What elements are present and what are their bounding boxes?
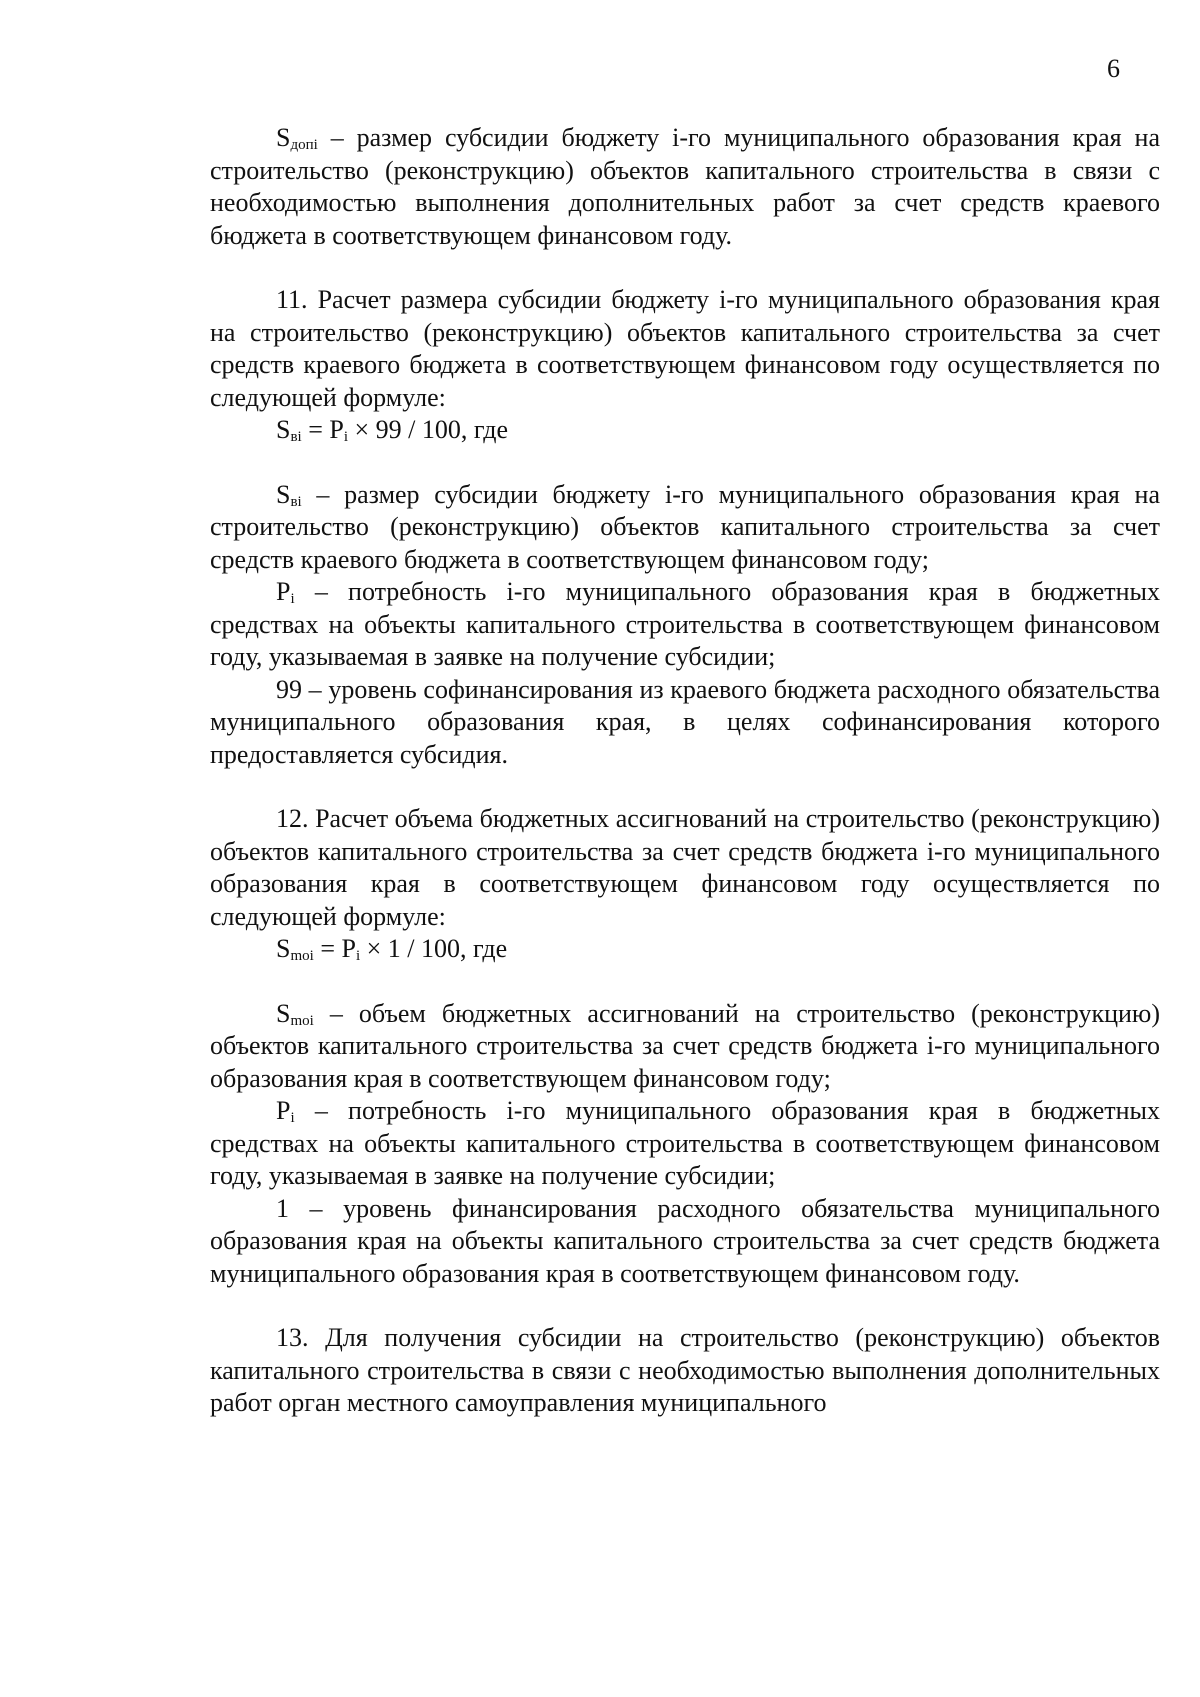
term-definition — [210, 479, 1160, 577]
term-subscript: вi — [290, 493, 302, 510]
paragraph — [210, 1193, 1160, 1291]
formula-operand-subscript: i — [355, 948, 361, 964]
term-text: – потребность i-го муниципального образования края в бюджетных средствах на объекты капитального строительства в соответствующем финансовом году, указываемая в заявке на получение субсидии; — [210, 577, 1160, 671]
term-definition — [210, 998, 1160, 1096]
term-symbol: P — [276, 1096, 291, 1125]
paragraph — [210, 803, 1160, 933]
formula — [210, 414, 1160, 447]
formula-operand: = P — [313, 934, 356, 963]
term-symbol: P — [276, 577, 291, 606]
term-definition — [210, 576, 1160, 674]
term-text: – размер субсидии бюджету i-го муниципального образования края на строительство (реконструкцию) объектов капитального строительства в связи с необходимостью выполнения дополнительных работ за счет средств краевого бюджета в соответствующем финансовом году. — [210, 123, 1160, 250]
paragraph-text: 12. Расчет объема бюджетных ассигнований на строительство (реконструкцию) объектов капитального строительства за счет средств бюджета i-го муниципального образования края в соответствующем финансовом году осуществляется по следующей формуле: — [210, 804, 1160, 931]
formula — [210, 933, 1160, 966]
paragraph — [210, 284, 1160, 414]
term-text: – потребность i-го муниципального образования края в бюджетных средствах на объекты капитального строительства в соответствующем финансовом году, указываемая в заявке на получение субсидии; — [210, 1096, 1160, 1190]
paragraph — [210, 1322, 1160, 1420]
term-text: – объем бюджетных ассигнований на строительство (реконструкцию) объектов капитального строительства за счет средств бюджета i-го муниципального образования края в соответствующем финансовом году; — [210, 998, 1160, 1093]
paragraph — [210, 674, 1160, 772]
term-subscript: i — [290, 1110, 295, 1126]
term-symbol: S — [276, 479, 291, 509]
formula-operand-subscript: i — [343, 429, 349, 445]
formula-tail: × 1 / 100, где — [360, 934, 508, 963]
term-definition — [210, 1095, 1160, 1193]
page-number: 6 — [1107, 54, 1120, 83]
formula-subscript: moi — [290, 948, 314, 964]
term-text: – размер субсидии бюджету i-го муниципального образования края на строительство (реконструкцию) объектов капитального строительства за счет средств краевого бюджета в соответствующем финансовом году; — [210, 479, 1160, 574]
term-subscript: moi — [290, 1012, 314, 1029]
document-body — [210, 122, 1160, 1420]
term-subscript: i — [290, 591, 295, 607]
term-definition — [210, 122, 1160, 252]
term-symbol: S — [276, 123, 291, 152]
formula-subscript: вi — [290, 429, 302, 445]
paragraph-text: 13. Для получения субсидии на строительство (реконструкцию) объектов капитального строительства в связи с необходимостью выполнения дополнительных работ орган местного самоуправления муниципального — [210, 1323, 1160, 1417]
paragraph-text: 11. Расчет размера субсидии бюджету i-го муниципального образования края на строительство (реконструкцию) объектов капитального строительства за счет средств краевого бюджета в соответствующем финансовом году осуществляется по следующей формуле: — [210, 285, 1160, 412]
term-symbol: S — [276, 998, 291, 1028]
formula-symbol: S — [276, 415, 291, 444]
paragraph-text: 1 – уровень финансирования расходного обязательства муниципального образования края на объекты капитального строительства за счет средств бюджета муниципального образования края в соответствующем финансовом году. — [210, 1193, 1160, 1288]
formula-operand: = P — [301, 415, 344, 444]
term-subscript: допi — [290, 137, 318, 153]
formula-symbol: S — [276, 934, 291, 963]
paragraph-text: 99 – уровень софинансирования из краевого бюджета расходного обязательства муниципального образования края, в целях софинансирования которого предоставляется субсидия. — [210, 674, 1160, 769]
formula-tail: × 99 / 100, где — [348, 415, 509, 444]
